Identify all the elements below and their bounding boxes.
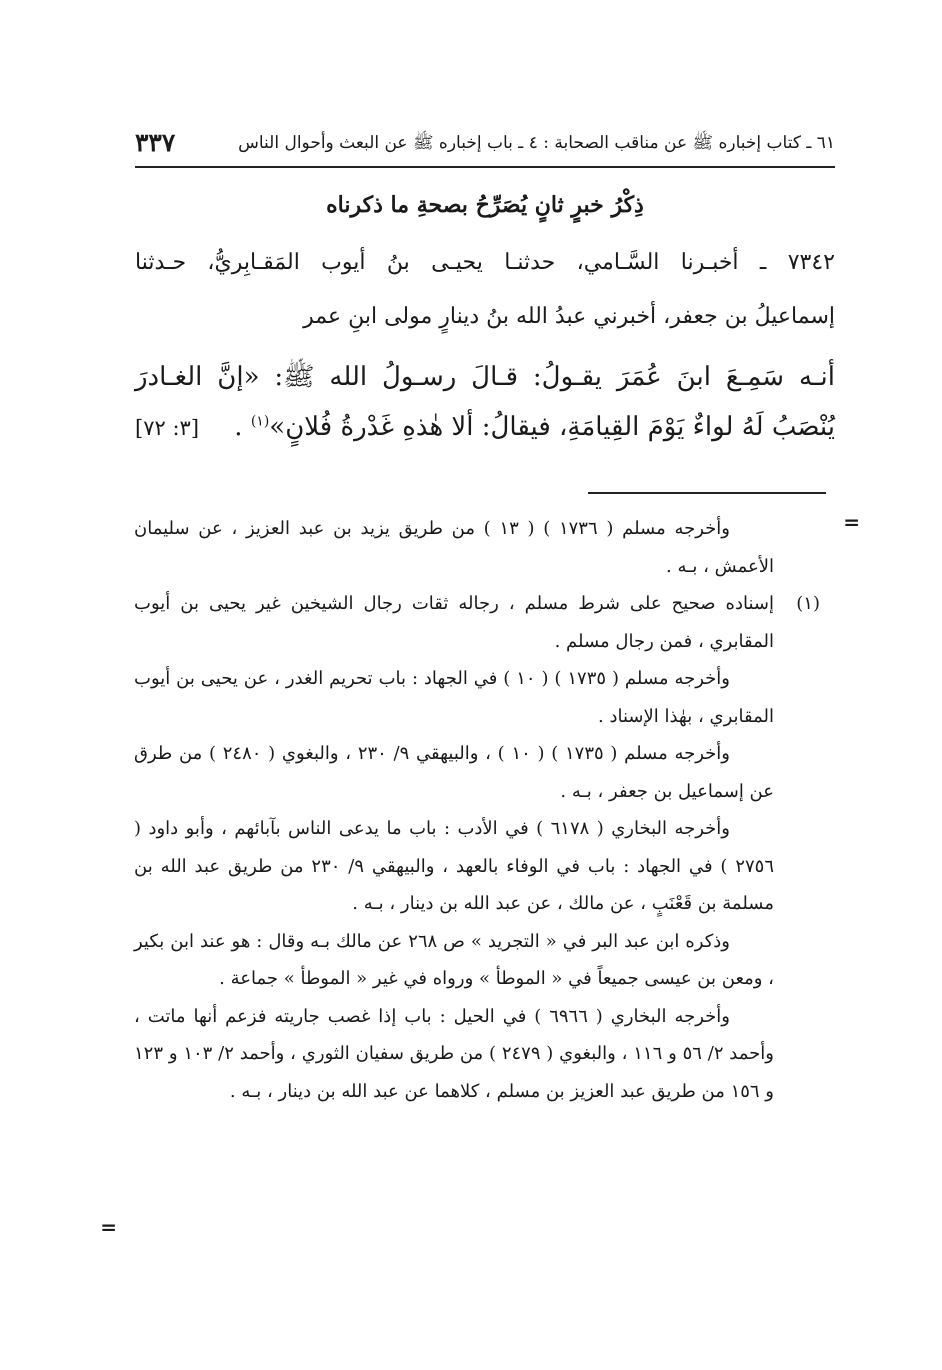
footnote-paragraph: وأخرجه البخاري ( ٦١٧٨ ) في الأدب : باب ما يدعى الناس بآبائهم ، وأبو داود ( ٢٧٥٦ ) في الجهاد : باب في الوفاء بالعهد ، والبيهقي ٩/ ٢٣٠ من طريق عبد الله بن مسلمة بن قَعْنَبٍ ، عن مالك ، عن عبد الله بن دينار ، بـه . — [134, 818, 774, 914]
footnote-continued-para: وأخرجه مسلم ( ١٧٣٦ ) ( ١٣ ) من طريق يزيد بن عبد العزيز ، عن سليمان الأعمش ، بـه . — [134, 518, 774, 577]
footnotes — [134, 510, 820, 1110]
matn-line-2-body: يُنْصَبُ لَهُ لواءٌ يَوْمَ القِيامَةِ، فيقالُ: ألا هٰذهِ غَدْرةُ فُلانٍ» — [269, 412, 835, 442]
matn-line-2-text — [234, 412, 835, 442]
running-title: ٦١ ـ كتاب إخباره ﷺ عن مناقب الصحابة : ٤ ـ باب إخباره ﷺ عن البعث وأحوال الناس — [238, 133, 835, 153]
footnote-paragraph: وأخرجه البخاري ( ٦٩٦٦ ) في الحيل : باب إذا غصب جاريته فزعم أنها ماتت ، وأحمد ٢/ ٥٦ و ١١٦ ، والبغوي ( ٢٤٧٩ ) من طريق سفيان الثوري ، وأحمد ٢/ ١٠٣ و ١٢٣ و ١٥٦ من طريق عبد العزيز بن مسلم ، كلاهما عن عبد الله بن دينار ، بـه . — [134, 1005, 774, 1102]
footnote-paragraph: وذكره ابن عبد البر في « التجريد » ص ٢٦٨ عن مالك بـه وقال : هو عند ابن بكير ، ومعن بن عيسى جميعاً في « الموطأ » ورواه في غير « الموطأ » جماعة . — [134, 930, 774, 989]
footnote-1-number: (١) — [796, 593, 820, 614]
continuation-marker-bottom: = — [100, 1215, 117, 1239]
cross-reference: [٣: ٧٢] — [135, 416, 200, 440]
continuation-marker-top: = — [843, 510, 860, 534]
footnote-paragraph: وأخرجه مسلم ( ١٧٣٥ ) ( ١٠ ) ، والبيهقي ٩/ ٢٣٠ ، والبغوي ( ٢٤٨٠ ) من طرق عن إسماعيل بن جعفر ، بـه . — [134, 743, 774, 802]
running-head — [135, 128, 835, 162]
footnote-1 — [134, 585, 820, 1110]
section-title: ذِكْرُ خبرٍ ثانٍ يُصَرِّحُ بصحةِ ما ذكرناه — [326, 192, 644, 218]
isnad-line-1: ٧٣٤٢ ـ أخبـرنا السَّـامي، حدثنـا يحيـى بنُ أيوب المَقـابِريُّ، حـدثنا — [135, 250, 835, 275]
footnote-rule — [588, 492, 826, 494]
header-rule — [135, 166, 835, 168]
matn-line-1: أنـه سَمِـعَ ابنَ عُمَرَ يقـولُ: قـالَ رسـولُ الله ﷺ: «إنَّ الغـادرَ — [135, 362, 835, 392]
matn-end: . — [234, 412, 243, 442]
page-number: ٣٣٧ — [135, 128, 176, 157]
footnote-ref[interactable]: (١) — [250, 413, 270, 430]
footnote-paragraph: وأخرجه مسلم ( ١٧٣٥ ) ( ١٠ ) في الجهاد : باب تحريم الغدر ، عن يحيى بن أيوب المقابري ، بهٰذا الإسناد . — [134, 668, 774, 727]
isnad-line-2: إسماعيلُ بن جعفر، أخبرني عبدُ الله بنُ دينارٍ مولى ابنِ عمر — [303, 304, 835, 329]
footnote-paragraph: إسناده صحيح على شرط مسلم ، رجاله ثقات رجال الشيخين غير يحيى بن أيوب المقابري ، فمن رجال مسلم . — [134, 593, 774, 652]
